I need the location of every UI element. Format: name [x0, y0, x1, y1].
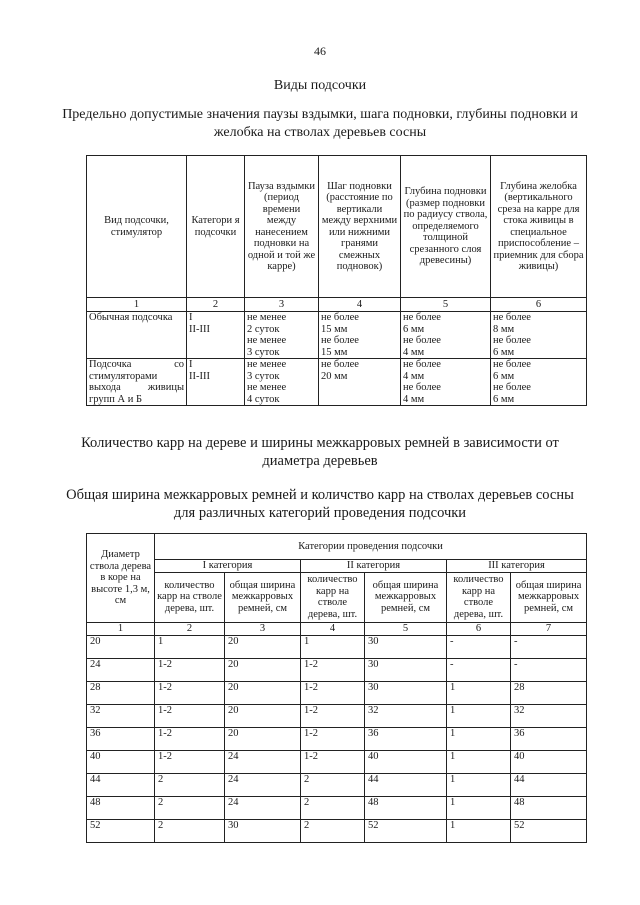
table-cell: 44	[87, 773, 155, 796]
table-cell: 28	[87, 681, 155, 704]
t3-col-numbers	[87, 622, 587, 635]
table-cell: 52	[365, 819, 447, 842]
table-cell: 32	[87, 704, 155, 727]
table-cell: 36	[511, 727, 587, 750]
table-row	[87, 750, 587, 773]
table-cell: 20	[87, 635, 155, 658]
table-cell: 1-2	[301, 704, 365, 727]
table-cell: 48	[511, 796, 587, 819]
table-cell: 2	[155, 819, 225, 842]
table-cell: 1-2	[155, 681, 225, 704]
table-cell: 2	[155, 773, 225, 796]
t1-row-ordinary	[87, 312, 587, 359]
table-cell: 2	[155, 796, 225, 819]
t1-step: не более 20 мм	[319, 359, 401, 406]
table-cell: 1-2	[155, 727, 225, 750]
t3-col-number: 3	[225, 622, 301, 635]
table-cell: 28	[511, 681, 587, 704]
table-cell: 24	[225, 796, 301, 819]
t3-col-number: 7	[511, 622, 587, 635]
table-cell: 1-2	[155, 704, 225, 727]
table-cell: 30	[225, 819, 301, 842]
table-row	[87, 635, 587, 658]
section-title: Виды подсочки	[273, 78, 367, 93]
table-cell: 1	[155, 635, 225, 658]
t3-category-1: I категория	[155, 560, 301, 573]
t3-body	[87, 635, 587, 842]
t1-category: I II-III	[187, 312, 245, 359]
table-cell: 20	[225, 635, 301, 658]
table-cell: 40	[365, 750, 447, 773]
table-cell: 24	[225, 773, 301, 796]
table-row	[87, 704, 587, 727]
table-cell: 1	[447, 727, 511, 750]
table-cell: 52	[511, 819, 587, 842]
table-cell: 2	[301, 796, 365, 819]
table-cell: 1	[447, 750, 511, 773]
table-cell: 36	[365, 727, 447, 750]
t1-header-category: Категори я подсочки	[187, 156, 245, 298]
table-cell: 1-2	[155, 750, 225, 773]
t1-groove: не более 6 мм не более 6 мм	[491, 359, 587, 406]
table-cell: 30	[365, 658, 447, 681]
table3-caption: Общая ширина межкарровых ремней и количство карр на стволах деревьев сосны для различных категорий проведения подсочки	[66, 487, 574, 521]
t3-col-number: 1	[87, 622, 155, 635]
t1-pause: не менее 3 суток не менее 4 суток	[245, 359, 319, 406]
table1-caption: Предельно допустимые значения паузы вздымки, шага подновки, глубины подновки и желобка на стволах деревьев сосны	[62, 107, 578, 140]
table2-caption: Количество карр на дереве и ширины межкарровых ремней в зависимости от диаметра деревьев	[81, 435, 559, 469]
t3-count-header: количество карр на стволе дерева, шт.	[301, 572, 365, 622]
table-cell: 1	[447, 773, 511, 796]
table-cell: 32	[511, 704, 587, 727]
table-row	[87, 819, 587, 842]
t1-col-number: 5	[401, 298, 491, 312]
table-row	[87, 658, 587, 681]
t3-width-header: общая ширина межкарровых ремней, см	[225, 572, 301, 622]
table-cell: 24	[87, 658, 155, 681]
table-cell: 1-2	[301, 658, 365, 681]
table-cell: -	[447, 658, 511, 681]
t3-width-header: общая ширина межкарровых ремней, см	[365, 572, 447, 622]
t1-type: Подсочка со стимуляторами выхода живицы групп А и Б	[87, 359, 187, 406]
t1-groove: не более 8 мм не более 6 мм	[491, 312, 587, 359]
t1-header-pause: Пауза вздымки (период времени между нанесением подновки на одной и той же карре)	[245, 156, 319, 298]
table-cell: 1	[301, 635, 365, 658]
t1-step: не более 15 мм не более 15 мм	[319, 312, 401, 359]
table-cell: 20	[225, 704, 301, 727]
table-cell: 30	[365, 635, 447, 658]
table-cell: -	[511, 658, 587, 681]
t1-depth: не более 4 мм не более 4 мм	[401, 359, 491, 406]
t1-type: Обычная подсочка	[87, 312, 187, 359]
table-cell: -	[511, 635, 587, 658]
t1-pause: не менее 2 суток не менее 3 суток	[245, 312, 319, 359]
t3-header-categories: Категории проведения подсочки	[155, 534, 587, 560]
t3-category-2: II категория	[301, 560, 447, 573]
pause-step-depth-table	[86, 155, 587, 406]
table-cell: 32	[365, 704, 447, 727]
t3-category-3: III категория	[447, 560, 587, 573]
t3-header-diameter: Диаметр ствола дерева в коре на высоте 1,3 м, см	[87, 534, 155, 623]
page-number: 46	[314, 44, 326, 58]
t1-col-number: 3	[245, 298, 319, 312]
table-row	[87, 727, 587, 750]
table-cell: 44	[511, 773, 587, 796]
table-cell: 2	[301, 819, 365, 842]
t3-width-header: общая ширина межкарровых ремней, см	[511, 572, 587, 622]
t1-depth: не более 6 мм не более 4 мм	[401, 312, 491, 359]
table-cell: 1-2	[301, 750, 365, 773]
table-cell: 20	[225, 727, 301, 750]
table-cell: 52	[87, 819, 155, 842]
t1-header-groove: Глубина желобка (вертикального среза на карре для стока живицы в специальное приспособление –приемник для сбора живицы)	[491, 156, 587, 298]
t1-row-stimulated	[87, 359, 587, 406]
t1-col-number: 1	[87, 298, 187, 312]
t1-header-step: Шаг подновки (расстояние по вертикали между верхними или нижними гранями смежных подновок)	[319, 156, 401, 298]
table-cell: 1	[447, 704, 511, 727]
table-cell: 20	[225, 658, 301, 681]
table-cell: 1	[447, 796, 511, 819]
table-row	[87, 796, 587, 819]
t3-col-number: 2	[155, 622, 225, 635]
t1-col-number: 4	[319, 298, 401, 312]
t1-col-number: 6	[491, 298, 587, 312]
t1-header-depth: Глубина подновки (размер подновки по радиусу ствола, определяемого толщиной срезанного слоя древесины)	[401, 156, 491, 298]
table-cell: 24	[225, 750, 301, 773]
t1-col-numbers	[87, 298, 587, 312]
table-cell: 1-2	[301, 681, 365, 704]
t3-count-header: количество карр на стволе дерева, шт.	[155, 572, 225, 622]
table-cell: 30	[365, 681, 447, 704]
t3-col-number: 6	[447, 622, 511, 635]
table-cell: -	[447, 635, 511, 658]
t1-header-type: Вид подсочки, стимулятор	[87, 156, 187, 298]
table-cell: 40	[87, 750, 155, 773]
table-row	[87, 681, 587, 704]
table-cell: 40	[511, 750, 587, 773]
table-cell: 44	[365, 773, 447, 796]
table-cell: 1	[447, 681, 511, 704]
table-cell: 36	[87, 727, 155, 750]
t1-col-number: 2	[187, 298, 245, 312]
table-cell: 1-2	[155, 658, 225, 681]
t3-count-header: количество карр на стволе дерева, шт.	[447, 572, 511, 622]
t3-col-number: 4	[301, 622, 365, 635]
table-cell: 2	[301, 773, 365, 796]
t3-col-number: 5	[365, 622, 447, 635]
table-cell: 1	[447, 819, 511, 842]
table-cell: 20	[225, 681, 301, 704]
table-cell: 48	[87, 796, 155, 819]
t1-category: I II-III	[187, 359, 245, 406]
table-row	[87, 773, 587, 796]
table-cell: 48	[365, 796, 447, 819]
carres-width-table	[86, 533, 587, 843]
table-cell: 1-2	[301, 727, 365, 750]
